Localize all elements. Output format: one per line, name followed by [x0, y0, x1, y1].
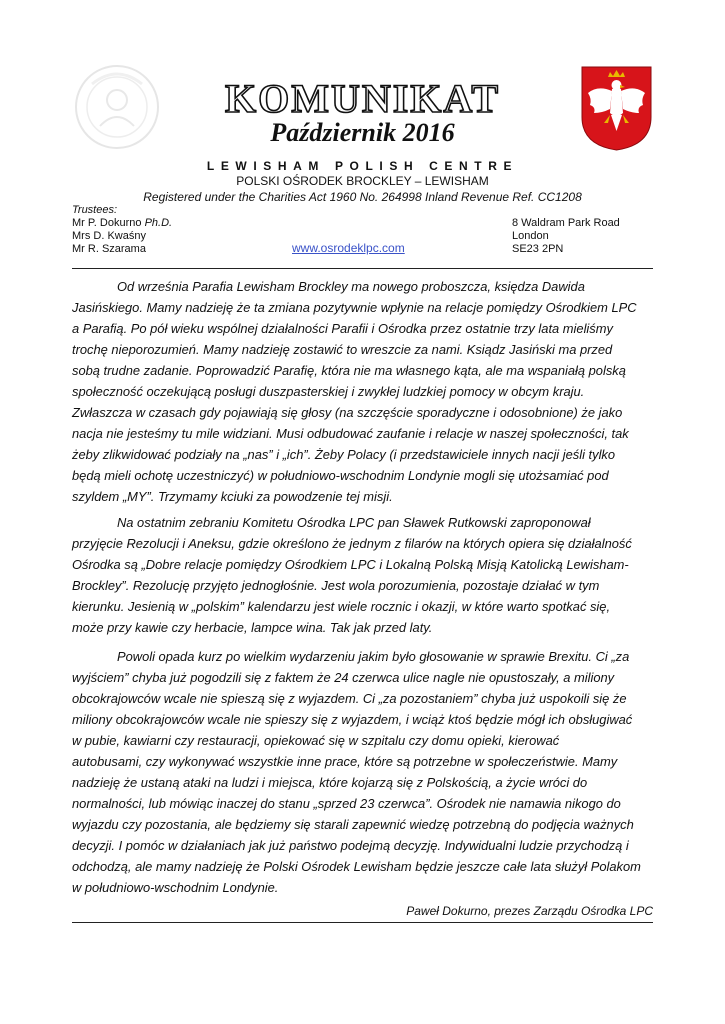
trustee-name: Mrs D. Kwaśny — [72, 230, 146, 242]
registration-info: Registered under the Charities Act 1960 No. 264998 Inland Revenue Ref. CC1208 — [143, 190, 582, 204]
paragraph-line: Od września Parafia Lewisham Brockley ma nowego proboszcza, księdza Dawida — [117, 279, 585, 294]
paragraph-line: wyjściem” chyba już pogodzili się z faktem że 24 czerwca ulice nagle nie opustoszały, a miliony — [72, 670, 615, 685]
paragraph-line: odchodzą, ale mamy nadzieję że Polski Ośrodek Lewisham będzie jeszcze całe lata służył Polakom — [72, 859, 641, 874]
paragraph-line: sobą trudne zadanie. Poprowadzić Parafię, która nie ma własnego kąta, ale ma wspaniałą polską — [72, 363, 626, 378]
paragraph-line: nacja nie jesteśmy tu mile widziani. Musi odbudować zaufanie i relacje w naszej społeczności, tak — [72, 426, 629, 441]
page-title: KOMUNIKAT — [224, 76, 501, 121]
trustee-name: Mr R. Szarama — [72, 243, 146, 255]
body-paragraph — [72, 276, 654, 507]
org-name-polish: POLSKI OŚRODEK BROCKLEY – LEWISHAM — [236, 174, 489, 188]
paragraph-line: może przy kawie czy herbacie, lampce wina. Tak jak przed laty. — [72, 620, 433, 635]
address-line: 8 Waldram Park Road — [512, 217, 620, 229]
paragraph-line: trochę nieporozumień. Mamy nadzieję zostawić to wreszcie za nami. Ksiądz Jasiński ma przed — [72, 342, 613, 357]
signature: Paweł Dokurno, prezes Zarządu Ośrodka LPC — [406, 904, 653, 918]
website-link[interactable]: www.osrodeklpc.com — [292, 241, 405, 255]
paragraph-line: obcokrajowców wcale nie spieszą się z wyjazdem. Ci „za pozostaniem” chyba już uspokoili się że — [72, 691, 627, 706]
paragraph-line: Na ostatnim zebraniu Komitetu Ośrodka LPC pan Sławek Rutkowski zaproponował — [117, 515, 591, 530]
paragraph-line: Jasińskiego. Mamy nadzieję że ta zmiana pozytywnie wpłynie na relacje pomiędzy Ośrodkiem LPC — [72, 300, 637, 315]
paragraph-line: będą mieli ochotę uczestniczyć) w południowo-wschodnim Londynie mogli się utożsamiać pod — [72, 468, 609, 483]
footer-divider — [72, 922, 653, 923]
paragraph-line: wyjazdu czy pozostania, ale będziemy się starali zapewnić wiedzę potrzebną do podjęcia ważnych — [72, 817, 634, 832]
body-paragraph — [72, 646, 654, 898]
org-name: LEWISHAM POLISH CENTRE — [206, 159, 519, 173]
paragraph-line: Ośrodka są „Dobre relacje pomiędzy Ośrodkiem LPC i Lokalną Polską Misją Katolicką Lewisham- — [72, 557, 629, 572]
address-line: SE23 2PN — [512, 243, 564, 255]
address-line: London — [512, 230, 549, 242]
paragraph-line: w pubie, kawiarni czy restauracji, opiekować się w szpitalu czy domu opieki, kierować — [72, 733, 560, 748]
body-paragraph — [72, 512, 654, 638]
trustees-label: Trustees: — [72, 204, 118, 216]
paragraph-line: autobusami, czy wykonywać wszystkie inne prace, które są potrzebne w społeczeństwie. Mamy — [72, 754, 618, 769]
paragraph-line: kierunku. Jesienią w „polskim” kalendarzu jest wiele rocznic i okazji, w które warto spotkać się, — [72, 599, 611, 614]
paragraph-line: żeby zlikwidować podziały na „nas” i „ich”. Żeby Polacy (i przedstawiciele innych nacji jeśli tylko — [72, 447, 616, 462]
paragraph-line: przyjęcie Rezolucji i Aneksu, gdzie określono że jednym z filarów na których opiera się działalność — [72, 536, 632, 551]
paragraph-line: społeczność oczekującą posługi duszpasterskiej i zwykłej ludzkiej pomocy w obcym kraju. — [72, 384, 585, 399]
paragraph-line: decyzji. I pomóc w działaniach jak już państwo podejmą decyzję. Indywidualni ludzie przychodzą i — [72, 838, 629, 853]
paragraph-line: Brockley”. Rezolucję przyjęto jednogłośnie. Jest wola porozumienia, pozostaje działać w tym — [72, 578, 600, 593]
header-divider — [72, 268, 653, 269]
paragraph-line: Powoli opada kurz po wielkim wydarzeniu jakim było głosowanie w sprawie Brexitu. Ci „za — [117, 649, 630, 664]
paragraph-line: miliony obcokrajowców wcale nie spieszy się z wyjazdem, i wciąż ktoś będzie mógł ich obsługiwać — [72, 712, 633, 727]
paragraph-line: a Parafią. Po pół wieku wspólnej działalności Parafii i Ośrodka przez ostatnie trzy lata mieliśmy — [72, 321, 613, 336]
paragraph-line: normalności, lub mówiąc inaczej do stanu „sprzed 23 czerwca”. Ośrodek nie namawia nikogo do — [72, 796, 621, 811]
paragraph-line: szyldem „MY”. Trzymamy kciuki za powodzenie tej misji. — [72, 489, 393, 504]
paragraph-line: Zwłaszcza w czasach gdy pojawiają się głosy (na szczęście sporadyczne i odosobnione) że jako — [72, 405, 623, 420]
page-subtitle: Październik 2016 — [270, 118, 455, 147]
paragraph-line: w południowo-wschodnim Londynie. — [72, 880, 279, 895]
paragraph-line: nadzieję że ustaną ataki na ludzi i miejsca, które kojarzą się z Polskością, a życie wróci do — [72, 775, 588, 790]
trustee-name: Mr P. Dokurno Ph.D. — [72, 217, 173, 229]
